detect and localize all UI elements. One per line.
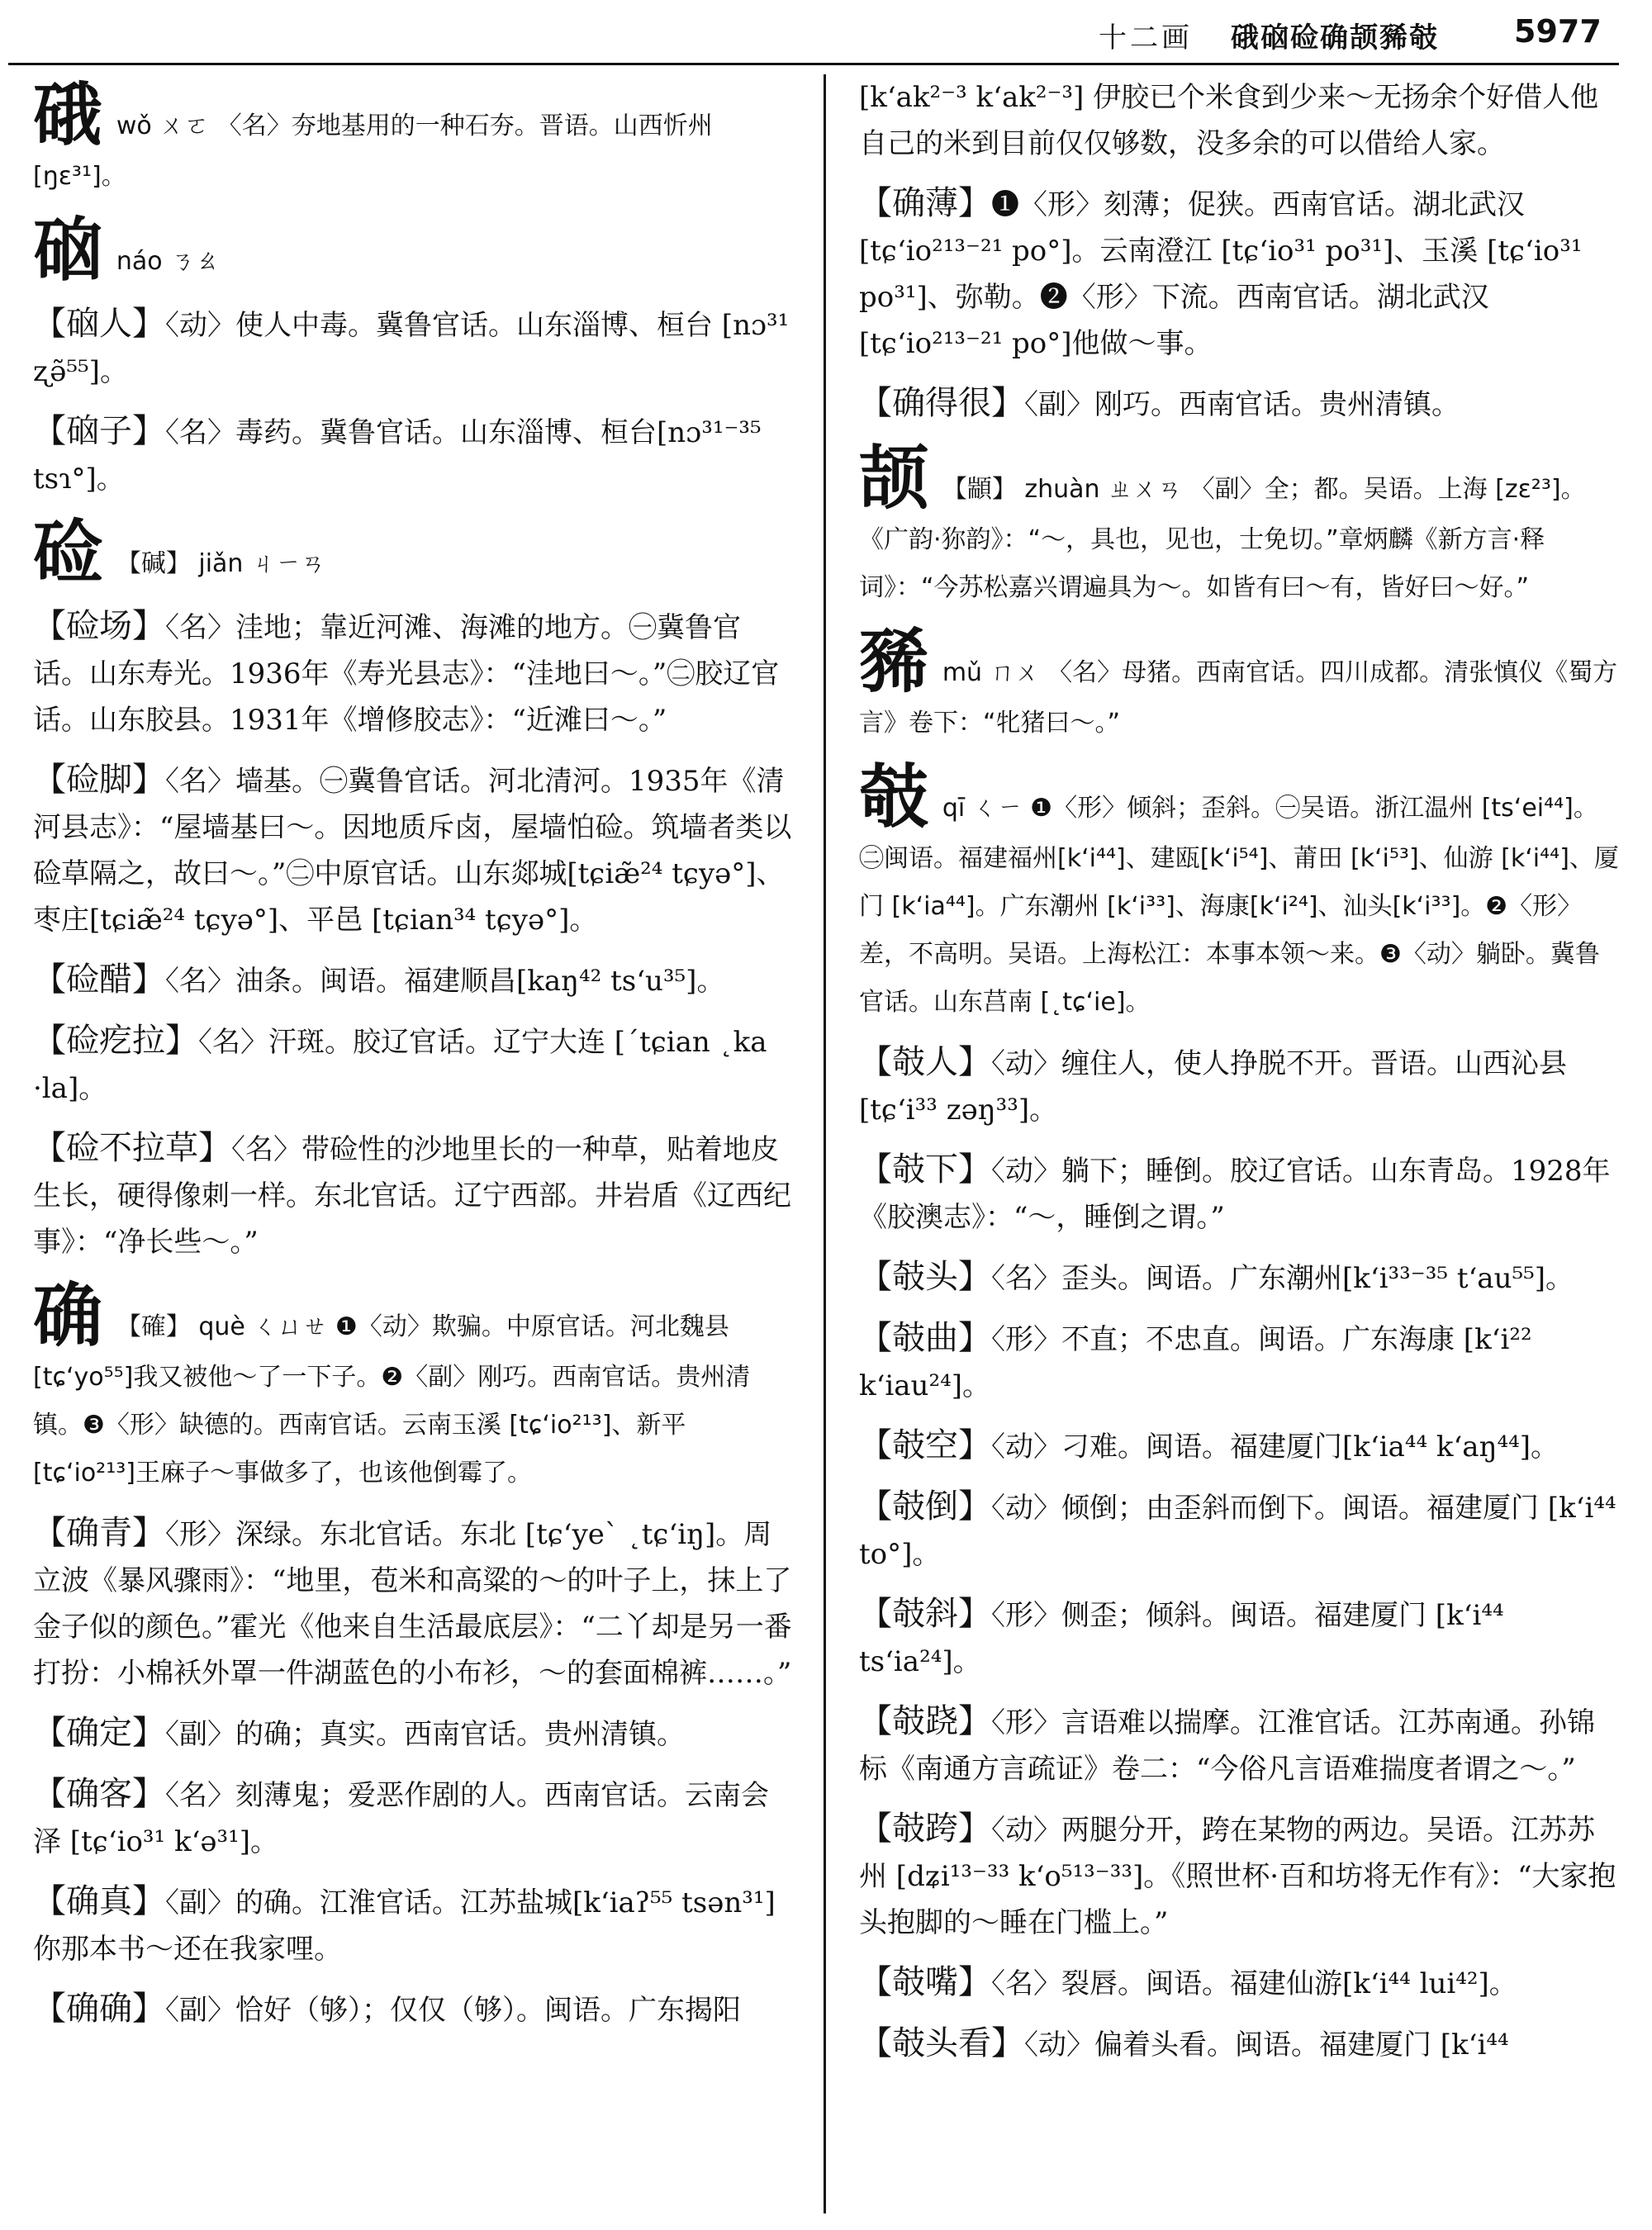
headword-entry — [859, 756, 1619, 1026]
headword-entry — [33, 74, 793, 200]
entry-term: 【确薄】 — [859, 184, 991, 222]
dictionary-entry — [859, 1805, 1619, 1946]
headword-character: 确 — [33, 1274, 103, 1356]
entry-term: 【硷疙拉】 — [33, 1022, 198, 1060]
continuation-text: [kʻak²⁻³ kʻak²⁻³] 伊胶已个米食到少来～无扬余个好借人他自己的米到目前仅仅够数，没多余的可以借给人家。 — [859, 81, 1599, 160]
entry-term: 【硷场】 — [33, 607, 165, 645]
entry-definition: 〈名〉油条。闽语。福建顺昌[kaŋ⁴² tsʻu³⁵]。 — [165, 965, 725, 998]
header-characters: 硪硇硷确颉豨攲 — [1231, 21, 1439, 55]
entry-definition: 〈副〉刚巧。西南官话。贵州清镇。 — [1024, 388, 1460, 421]
headword-entry — [33, 1274, 793, 1497]
headword-character: 硇 — [33, 209, 103, 291]
entry-term: 【确客】 — [33, 1775, 165, 1813]
dictionary-entry — [859, 180, 1619, 367]
dictionary-entry — [859, 2020, 1619, 2068]
dictionary-entry — [33, 301, 793, 395]
headword-definition: qī ㄑㄧ ❶〈形〉倾斜；歪斜。㊀吴语。浙江温州 [tsʻei⁴⁴]。㊁闽语。福建福州[kʻi⁴⁴]、建瓯[kʻi⁵⁴]、莆田 [kʻi⁵³]、仙游 [kʻi⁴⁴]、厦门 [kʻia⁴⁴]。广东潮州 [kʻi³³]、海康[kʻi²⁴]、汕头[kʻi³³]。❷〈形〉差，不高明。吴语。上海松江：本事本领～来。❸〈动〉躺卧。冀鲁官话。山东莒南 [˛tɕʻie]。 — [859, 794, 1619, 1017]
headword-entry — [859, 437, 1619, 611]
entry-term: 【攲头】 — [859, 1258, 991, 1296]
header-rule — [8, 63, 1619, 65]
entry-term: 【硷不拉草】 — [33, 1129, 231, 1167]
dictionary-entry — [33, 1018, 793, 1112]
headword-entry — [859, 620, 1619, 747]
entry-definition: 〈副〉恰好（够）；仅仅（够）。闽语。广东揭阳 — [165, 1994, 741, 2027]
headword-definition: 【碱】 jiǎn ㄐㄧㄢ — [116, 549, 325, 578]
dictionary-entry — [859, 1039, 1619, 1133]
headword-definition: mǔ ㄇㄨ 〈名〉母猪。西南官话。四川成都。清张慎仪《蜀方言》卷下：“牝猪曰～。” — [859, 658, 1618, 738]
dictionary-entry — [859, 1959, 1619, 2007]
dictionary-entry — [33, 603, 793, 743]
entry-definition: 〈副〉的确。江淮官话。江苏盐城[kʻiaʔ⁵⁵ tsən³¹] 你那本书～还在我家哩。 — [33, 1886, 776, 1966]
headword-character: 颉 — [859, 437, 929, 519]
entry-definition: 〈动〉躺下；睡倒。胶辽官话。山东青岛。1928年《胶澳志》：“～，睡倒之谓。” — [859, 1155, 1611, 1234]
headword-definition: 【確】 què ㄑㄩㄝ ❶〈动〉欺骗。中原官话。河北魏县 [tɕʻyo⁵⁵]我又被他～了一下子。❷〈副〉刚巧。西南官话。贵州清镇。❸〈形〉缺德的。西南官话。云南玉溪 [tɕʻio²¹³]、新平 [tɕʻio²¹³]王麻子～事做多了，也该他倒霉了。 — [33, 1312, 751, 1487]
entry-term: 【攲跨】 — [859, 1810, 991, 1848]
entry-term: 【硷醋】 — [33, 961, 165, 999]
headword-definition: 【顓】 zhuàn ㄓㄨㄢ 〈副〉全；都。吴语。上海 [zɛ²³]。《广韵·狝韵》：“～，具也，见也，士免切。”章炳麟《新方言·释词》：“今苏松嘉兴谓遍具为～。如皆有曰～有，皆好曰～好。” — [859, 475, 1586, 602]
entry-definition: 〈形〉言语难以揣摩。江淮官话。江苏南通。孙锦标《南通方言疏证》卷二：“今俗凡言语难揣度者谓之～。” — [859, 1706, 1595, 1786]
section-label: 十二画 — [1099, 21, 1193, 55]
entry-term: 【攲跷】 — [859, 1702, 991, 1740]
dictionary-entry — [859, 1146, 1619, 1241]
page-number: 5977 — [1514, 13, 1602, 50]
dictionary-entry — [859, 1422, 1619, 1470]
headword-entry — [33, 209, 793, 291]
entry-definition: 〈名〉裂唇。闽语。福建仙游[kʻi⁴⁴ lui⁴²]。 — [991, 1967, 1517, 2000]
entry-term: 【攲空】 — [859, 1426, 991, 1464]
dictionary-entry — [859, 1591, 1619, 1685]
entry-definition: 〈动〉偏着头看。闽语。福建厦门 [kʻi⁴⁴ — [1024, 2028, 1509, 2062]
entry-term: 【硷脚】 — [33, 761, 165, 799]
dictionary-entry — [33, 956, 793, 1004]
dictionary-entry — [33, 1125, 793, 1265]
headword-character: 硪 — [33, 74, 103, 155]
headword-character: 攲 — [859, 756, 929, 837]
entry-term: 【确真】 — [33, 1882, 165, 1920]
entry-definition: 〈名〉墙基。㊀冀鲁官话。河北清河。1935年《清河县志》：“屋墙基曰～。因地质斥卤，屋墙怕硷。筑墙者类以硷草隔之，故曰～。”㊁中原官话。山东郯城[tɕiæ̃²⁴ tɕyə°]、枣庄[tɕiæ̃²⁴ tɕyə°]、平邑 [tɕian³⁴ tɕyə°]。 — [33, 765, 792, 937]
entry-term: 【确得很】 — [859, 384, 1024, 422]
entry-definition: 〈名〉歪头。闽语。广东潮州[kʻi³³⁻³⁵ tʻau⁵⁵]。 — [991, 1262, 1574, 1295]
entry-definition: 〈副〉的确；真实。西南官话。贵州清镇。 — [165, 1718, 685, 1751]
entry-term: 【确定】 — [33, 1714, 165, 1752]
headword-character: 豨 — [859, 620, 929, 702]
headword-definition: náo ㄋㄠ — [116, 247, 221, 276]
entry-term: 【硇子】 — [33, 412, 165, 450]
entry-term: 【硇人】 — [33, 305, 165, 343]
dictionary-entry — [859, 1315, 1619, 1409]
dictionary-entry — [859, 380, 1619, 428]
entry-definition: 〈动〉倾倒；由歪斜而倒下。闽语。福建厦门 [kʻi⁴⁴ to°]。 — [859, 1492, 1616, 1571]
entry-term: 【攲倒】 — [859, 1487, 991, 1525]
dictionary-entry — [33, 1510, 793, 1696]
entry-definition: 〈形〉侧歪；倾斜。闽语。福建厦门 [kʻi⁴⁴ tsʻia²⁴]。 — [859, 1599, 1504, 1678]
column-divider — [824, 74, 826, 2213]
entry-definition: 〈动〉使人中毒。冀鲁官话。山东淄博、桓台 [nɔ³¹ ʐə̃⁵⁵]。 — [33, 309, 790, 388]
page-header — [0, 0, 1652, 66]
entry-definition: 〈名〉毒药。冀鲁官话。山东淄博、桓台[nɔ³¹⁻³⁵ tsɿ°]。 — [33, 416, 762, 496]
entry-term: 【确确】 — [33, 1990, 165, 2028]
entry-definition: 〈形〉不直；不忠直。闽语。广东海康 [kʻi²² kʻiau²⁴]。 — [859, 1323, 1532, 1402]
left-column — [33, 74, 793, 2222]
headword-entry — [33, 511, 793, 593]
right-column — [859, 74, 1619, 2222]
entry-definition: ❶〈形〉刻薄；促狭。西南官话。湖北武汉 [tɕʻio²¹³⁻²¹ po°]。云南澄江 [tɕʻio³¹ po³¹]、玉溪 [tɕʻio³¹ po³¹]、弥勒。❷〈形〉下流。西南官话。湖北武汉 [tɕʻio²¹³⁻²¹ po°]他做～事。 — [859, 188, 1583, 360]
entry-term: 【攲嘴】 — [859, 1963, 991, 2001]
dictionary-entry — [33, 1710, 793, 1758]
dictionary-entry — [33, 1771, 793, 1865]
dictionary-entry — [33, 408, 793, 502]
entry-definition: 〈名〉带硷性的沙地里长的一种草，贴着地皮生长，硬得像刺一样。东北官话。辽宁西部。井岩盾《辽西纪事》：“净长些～。” — [33, 1133, 791, 1259]
entry-term: 【攲头看】 — [859, 2024, 1024, 2062]
entry-definition: 〈动〉缠住人，使人挣脱不开。晋语。山西沁县 [tɕʻi³³ zəŋ³³]。 — [859, 1047, 1567, 1127]
dictionary-entry — [33, 757, 793, 943]
entry-definition: 〈动〉两腿分开，跨在某物的两边。吴语。江苏苏州 [dʑi¹³⁻³³ kʻo⁵¹³⁻³³]。《照世杯·百和坊将无作有》：“大家抱头抱脚的～睡在门槛上。” — [859, 1814, 1616, 1939]
entry-continuation — [859, 74, 1619, 167]
dictionary-entry — [859, 1254, 1619, 1302]
entry-definition: 〈形〉深绿。东北官话。东北 [tɕʻyeˋ ˛tɕʻiŋ]。周立波《暴风骤雨》：“地里，苞米和高粱的～的叶子上，抹上了金子似的颜色。”霍光《他来自生活最底层》：“二丫却是另一番打扮：小棉袄外罩一件湖蓝色的小布衫，～的套面棉裤……。” — [33, 1518, 792, 1690]
headword-definition: wǒ ㄨㄛ 〈名〉夯地基用的一种石夯。晋语。山西忻州 [ŋɛ³¹]。 — [33, 112, 713, 191]
entry-term: 【攲斜】 — [859, 1595, 991, 1633]
entry-definition: 〈名〉洼地；靠近河滩、海滩的地方。㊀冀鲁官话。山东寿光。1936年《寿光县志》：“洼地曰～。”㊁胶辽官话。山东胶县。1931年《增修胶志》：“近滩曰～。” — [33, 611, 780, 737]
entry-definition: 〈名〉汗斑。胶辽官话。辽宁大连 [ˊtɕian ˛ka ·la]。 — [33, 1026, 767, 1105]
entry-term: 【攲曲】 — [859, 1319, 991, 1357]
dictionary-entry — [859, 1483, 1619, 1578]
entry-definition: 〈名〉刻薄鬼；爱恶作剧的人。西南官话。云南会泽 [tɕʻio³¹ kʻə³¹]。 — [33, 1779, 769, 1858]
dictionary-entry — [33, 1878, 793, 1972]
dictionary-entry — [859, 1698, 1619, 1792]
entry-term: 【确青】 — [33, 1514, 165, 1552]
entry-term: 【攲下】 — [859, 1151, 991, 1189]
dictionary-entry — [33, 1986, 793, 2033]
entry-definition: 〈动〉刁难。闽语。福建厦门[kʻia⁴⁴ kʻaŋ⁴⁴]。 — [991, 1431, 1559, 1464]
entry-term: 【攲人】 — [859, 1043, 991, 1081]
headword-character: 硷 — [33, 511, 103, 593]
